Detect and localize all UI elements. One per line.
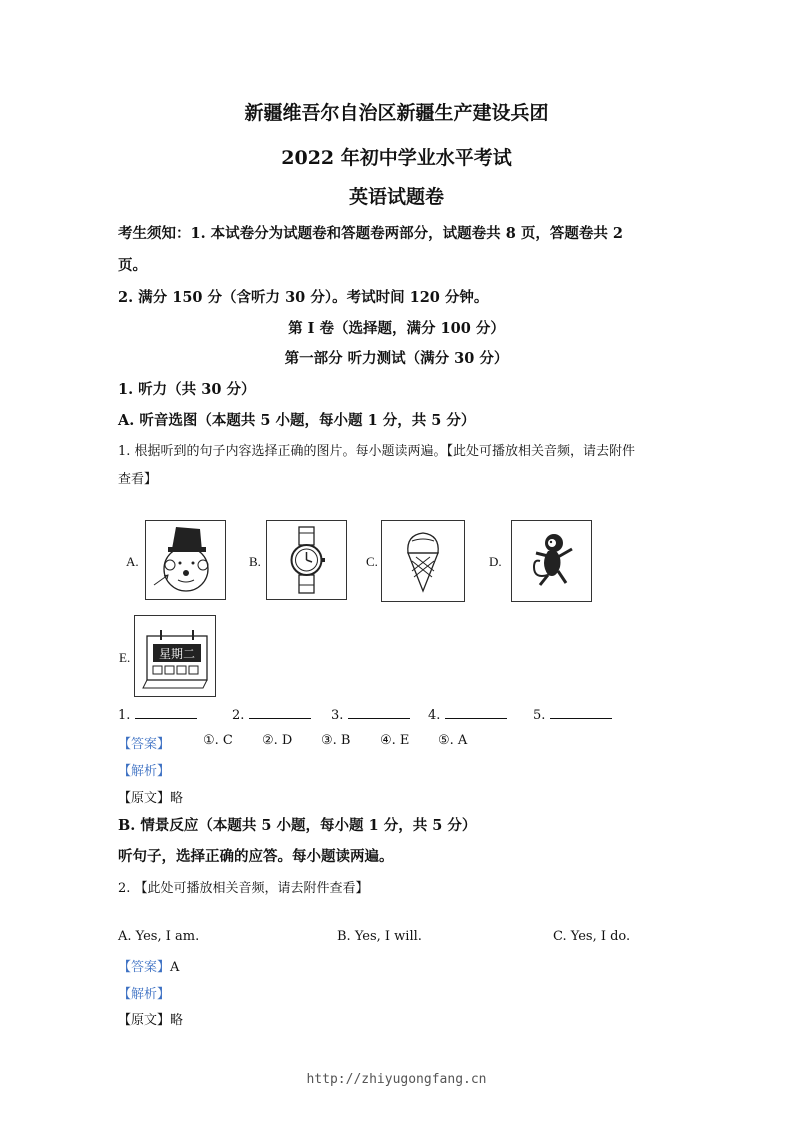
answer-3: ③. B (321, 733, 351, 748)
monkey-icon (511, 520, 592, 602)
original-b-text: 【原文】略 (118, 1013, 184, 1028)
answer-b (118, 956, 179, 975)
analysis-b-label: 【解析】 (118, 987, 171, 1002)
title-line-3: 英语试题卷 (348, 186, 444, 208)
answer-1: ①. C (203, 733, 233, 748)
answer-label: 【答案】 (118, 737, 171, 752)
analysis-label: 【解析】 (118, 764, 171, 779)
answer-b-value: A (170, 960, 180, 975)
picture-label-a: A. (126, 554, 139, 569)
answer-blank-3: 3. (331, 707, 410, 723)
section-heading: 1. 听力（共 30 分） (118, 381, 256, 398)
notice-line-2: 2. 满分 150 分（含听力 30 分）。考试时间 120 分钟。 (118, 289, 489, 306)
answer-b-label: 【答案】 (118, 960, 171, 975)
answer-2: ②. D (262, 733, 293, 748)
ice-cream-cone-icon (381, 520, 465, 602)
answer-blank-4: 4. (428, 707, 507, 723)
part-heading: 第一部分 听力测试（满分 30 分） (284, 350, 509, 367)
picture-label-e: E. (119, 650, 131, 665)
answer-4: ④. E (380, 733, 410, 748)
option-c: C. Yes, I do. (553, 929, 631, 944)
picture-label-b: B. (249, 554, 261, 569)
option-b: B. Yes, I will. (337, 929, 422, 944)
calendar-tuesday-icon (134, 615, 216, 697)
snowman-with-hat-icon (145, 520, 226, 600)
option-a: A. Yes, I am. (118, 929, 200, 944)
title-line-2: 2022 年初中学业水平考试 (281, 147, 512, 169)
picture-label-d: D. (489, 554, 502, 569)
question-2-text: 2. 【此处可播放相关音频，请去附件查看】 (118, 881, 369, 896)
picture-label-c: C. (366, 554, 378, 569)
footer-url[interactable]: http://zhiyugongfang.cn (306, 1072, 487, 1087)
original-text: 【原文】略 (118, 791, 184, 806)
question-1-text: 1. 根据听到的句子内容选择正确的图片。每小题读两遍。【此处可播放相关音频，请去附件 (118, 444, 636, 459)
answer-blank-5: 5. (533, 707, 612, 723)
notice-line-1: 考生须知：1. 本试卷分为试题卷和答题卷两部分，试题卷共 8 页，答题卷共 2 (118, 225, 624, 242)
answer-5: ⑤. A (438, 733, 468, 748)
subsection-a-heading: A. 听音选图（本题共 5 小题，每小题 1 分，共 5 分） (118, 412, 476, 429)
question-1-text-cont: 查看】 (118, 472, 158, 487)
wristwatch-icon (266, 520, 347, 600)
notice-line-1b: 页。 (118, 257, 147, 274)
subsection-b-instruction: 听句子，选择正确的应答。每小题读两遍。 (118, 848, 394, 865)
answer-blank-1: 1. (118, 707, 197, 723)
title-line-1: 新疆维吾尔自治区新疆生产建设兵团 (244, 102, 549, 124)
subsection-b-heading: B. 情景反应（本题共 5 小题，每小题 1 分，共 5 分） (118, 817, 477, 834)
volume-heading: 第 I 卷（选择题，满分 100 分） (288, 320, 505, 337)
calendar-text: 星期二 (158, 647, 196, 661)
answer-blank-2: 2. (232, 707, 311, 723)
